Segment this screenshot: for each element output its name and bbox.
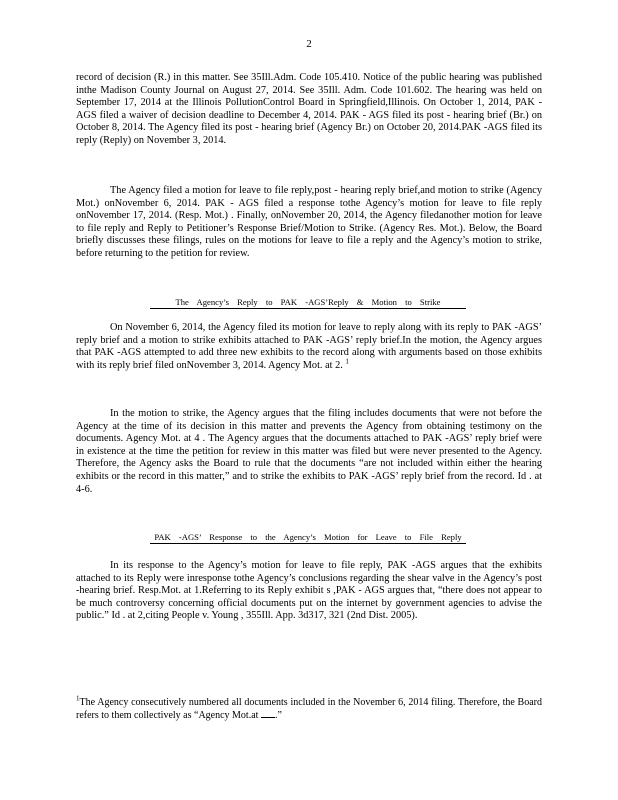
footnote-text: The Agency consecutively numbered all documents included in the November 6, 2014 filing. Therefore, the Board refers to them collectively as “Agency Mot.at [76, 697, 542, 721]
section-heading-pak-ags-response: PAK -AGS’ Response to the Agency’s Motion for Leave to File Reply [150, 532, 466, 544]
paragraph-agency-motion-leave [76, 322, 542, 372]
paragraph-agency-motions: The Agency filed a motion for leave to file reply,post - hearing reply brief,and motion to strike (Agency Mot.) onNovember 6, 2014. PAK - AGS filed a response tothe Agency’s motion for leave to file reply onNovember 17, 2014. (Resp. Mot.) . Finally, onNovember 20, 2014, the Agency filedanother motion for leave to file reply and Reply to Petitioner’s Response Brief/Motion to Strike. (Agency Res. Mot.). Below, the Board briefly discusses these filings, rules on the motions for leave to file a reply and the Agency’s motion to strike, before returning to the petition for review. [76, 185, 542, 259]
paragraph-pak-ags-response: In its response to the Agency’s motion for leave to file reply, PAK -AGS argues that the exhibits attached to its Reply were inresponse tothe Agency’s conclusions regarding the shear valve in the Agency’s post -hearing brief. Resp.Mot. at 1.Referring to its Reply exhibit s ,PAK - AGS argues that, “there does not appear to be much controversy concerning official documents put on the internet by government agencies to advise the public.” Id . at 2,citing People v. Young , 355Ill. App. 3d317, 321 (2nd Dist. 2005). [76, 560, 542, 622]
page-number: 2 [306, 38, 312, 50]
footnote: $^1$The Agency consecutively numbered all documents included in the November 6, 2014 filing. Therefore, the Board refers to them collectively as “Agency Mot.at .” [76, 694, 542, 721]
footnote-marker: 1 [76, 694, 80, 703]
paragraph-record-of-decision: record of decision (R.) in this matter. See 35Ill.Adm. Code 105.410. Notice of the public hearing was published inthe Madison County Journal on August 27, 2014. See 35Ill. Adm. Code 101.602. The hearing was held on September 17, 2014 at the Illinois PollutionControl Board in Springfield,Illinois. On October 1, 2014, PAK - AGS filed a waiver of decision deadline to December 4, 2014. PAK - AGS filed its post - hearing brief (Br.) on October 8, 2014. The Agency filed its post - hearing brief (Agency Br.) on October 20, 2014.PAK -AGS filed its reply (Reply) on November 3, 2014. [76, 72, 542, 146]
footnote-reference: 1 [345, 357, 349, 366]
paragraph-agency-motion-leave-text: On November 6, 2014, the Agency filed its motion for leave to reply along with its reply to PAK -AGS’ reply brief and a motion to strike exhibits attached to PAK -AGS’ reply brief.In the motion, the Agency argues that PAK -AGS attempted to add three new exhibits to the record along with arguments based on those exhibits with its reply brief filed onNovember 3, 2014. Agency Mot. at 2. [76, 322, 542, 371]
footnote-blank [261, 717, 275, 718]
section-heading-agency-reply: The Agency’s Reply to PAK -AGS’Reply & Motion to Strike [150, 297, 466, 309]
paragraph-motion-to-strike: In the motion to strike, the Agency argues that the filing includes documents that were not before the Agency at the time of its decision in this matter and prevents the Agency from obtaining testimony on the documents. Agency Mot. at 4 . The Agency argues that the documents attached to PAK -AGS’ reply brief were in existence at the time the petition for review in this matter was filed but were never presented to the Agency. Therefore, the Agency asks the Board to rule that the documents “are not included within either the hearing exhibits or the record in this matter,” and to strike the exhibits to PAK -AGS’ reply brief from the record. Id . at 4-6. [76, 408, 542, 495]
